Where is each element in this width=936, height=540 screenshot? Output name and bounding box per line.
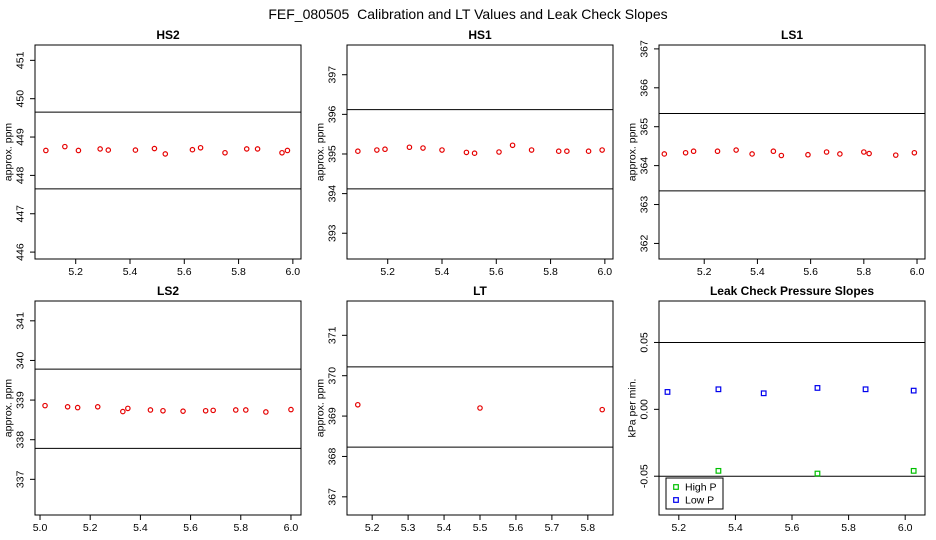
svg-text:363: 363: [638, 195, 651, 214]
y-axis-label: approx. ppm: [314, 378, 327, 438]
y-axis-label: approx. ppm: [626, 122, 639, 182]
limit-lines: [35, 369, 301, 448]
svg-text:6.0: 6.0: [897, 522, 913, 534]
svg-text:369: 369: [326, 407, 339, 425]
svg-text:341: 341: [14, 312, 27, 330]
panel-title: LS1: [780, 28, 804, 42]
data-points-ls1-calibration-values: [662, 148, 916, 158]
legend: [666, 478, 723, 509]
svg-text:5.4: 5.4: [750, 266, 765, 278]
svg-text:367: 367: [326, 488, 339, 506]
panel-leak-check-pressure-slopes: [624, 284, 936, 540]
svg-text:6.0: 6.0: [283, 522, 299, 534]
svg-text:Low P: Low P: [685, 494, 715, 507]
svg-text:5.3: 5.3: [400, 522, 416, 534]
svg-text:394: 394: [326, 184, 339, 203]
svg-text:0.00: 0.00: [638, 399, 651, 420]
svg-text:5.7: 5.7: [544, 522, 560, 534]
svg-text:5.8: 5.8: [231, 266, 246, 278]
axes: [327, 66, 613, 278]
svg-text:5.5: 5.5: [472, 522, 488, 534]
svg-text:5.8: 5.8: [841, 522, 856, 534]
svg-text:5.8: 5.8: [856, 266, 872, 278]
svg-text:450: 450: [14, 89, 27, 108]
panel-hs2: [0, 28, 312, 284]
svg-text:5.8: 5.8: [233, 522, 249, 534]
svg-text:-0.05: -0.05: [638, 464, 651, 489]
svg-text:5.0: 5.0: [32, 522, 48, 534]
data-points-hs2-calibration-values: [44, 144, 290, 156]
figure-title: FEF_080505 Calibration and LT Values and Leak Check Slopes: [268, 6, 668, 22]
svg-text:395: 395: [326, 145, 339, 163]
limit-lines: [659, 342, 925, 476]
svg-text:448: 448: [14, 166, 27, 185]
svg-text:5.6: 5.6: [183, 522, 198, 534]
svg-text:364: 364: [638, 156, 651, 175]
svg-text:5.4: 5.4: [122, 266, 138, 278]
plot-box: [347, 45, 613, 259]
data-points-lt-values: [356, 403, 605, 412]
y-axis-label: approx. ppm: [2, 122, 15, 182]
svg-text:339: 339: [14, 391, 27, 409]
axes: [15, 51, 301, 278]
panel-lt: [312, 284, 624, 540]
panel-title: HS2: [156, 28, 180, 42]
svg-text:5.4: 5.4: [434, 266, 450, 278]
svg-text:449: 449: [14, 128, 27, 146]
limit-lines: [659, 113, 925, 190]
svg-text:393: 393: [326, 224, 339, 243]
limit-lines: [347, 367, 613, 447]
svg-text:5.2: 5.2: [68, 266, 84, 278]
panel-ls1: [624, 28, 936, 284]
axes: [639, 40, 925, 278]
panel-grid: [0, 28, 936, 540]
y-axis-label: approx. ppm: [2, 378, 15, 438]
svg-text:337: 337: [14, 470, 27, 489]
svg-text:447: 447: [14, 204, 27, 223]
y-axis-label: approx. ppm: [314, 122, 327, 182]
svg-text:362: 362: [638, 234, 651, 253]
panel-title: Leak Check Pressure Slopes: [709, 284, 875, 298]
svg-text:5.6: 5.6: [784, 522, 800, 534]
panel-ls2: [0, 284, 312, 540]
svg-text:5.6: 5.6: [488, 266, 504, 278]
svg-text:338: 338: [14, 430, 27, 449]
svg-text:397: 397: [326, 65, 339, 84]
svg-text:5.8: 5.8: [543, 266, 558, 278]
svg-text:340: 340: [14, 351, 27, 370]
svg-text:5.8: 5.8: [580, 522, 596, 534]
axes: [327, 326, 596, 534]
y-axis-label: kPa per min.: [626, 378, 639, 438]
data-points-high-p: [716, 469, 916, 476]
svg-text:365: 365: [638, 117, 651, 136]
svg-text:446: 446: [14, 243, 27, 261]
svg-text:5.2: 5.2: [380, 266, 396, 278]
svg-text:367: 367: [638, 40, 651, 58]
svg-text:5.2: 5.2: [696, 266, 712, 278]
limit-lines: [35, 112, 301, 189]
svg-text:5.4: 5.4: [133, 522, 148, 534]
plot-box: [347, 301, 613, 515]
data-points-hs1-calibration-values: [356, 143, 605, 155]
plot-box: [35, 45, 301, 259]
data-points-ls2-calibration-values: [43, 403, 293, 414]
svg-text:371: 371: [326, 326, 339, 345]
plot-box: [659, 45, 925, 259]
svg-text:5.4: 5.4: [728, 522, 743, 534]
svg-text:6.0: 6.0: [909, 266, 925, 278]
svg-text:366: 366: [638, 79, 651, 97]
axes: [15, 312, 299, 534]
svg-text:5.2: 5.2: [82, 522, 98, 534]
panel-title: LT: [473, 284, 487, 298]
svg-text:5.4: 5.4: [436, 522, 452, 534]
svg-text:5.6: 5.6: [176, 266, 192, 278]
svg-text:6.0: 6.0: [285, 266, 301, 278]
svg-text:5.6: 5.6: [508, 522, 524, 534]
svg-text:0.05: 0.05: [638, 332, 651, 353]
svg-text:5.6: 5.6: [803, 266, 818, 278]
svg-text:396: 396: [326, 105, 339, 124]
data-points-low-p: [665, 386, 916, 396]
panel-title: HS1: [468, 28, 492, 42]
svg-text:5.2: 5.2: [671, 522, 687, 534]
svg-text:5.2: 5.2: [364, 522, 380, 534]
svg-text:370: 370: [326, 366, 339, 385]
panel-title: LS2: [156, 284, 180, 298]
svg-text:6.0: 6.0: [597, 266, 613, 278]
svg-text:368: 368: [326, 447, 339, 466]
svg-text:High P: High P: [685, 481, 717, 494]
svg-text:451: 451: [14, 51, 27, 70]
panel-hs1: [312, 28, 624, 284]
